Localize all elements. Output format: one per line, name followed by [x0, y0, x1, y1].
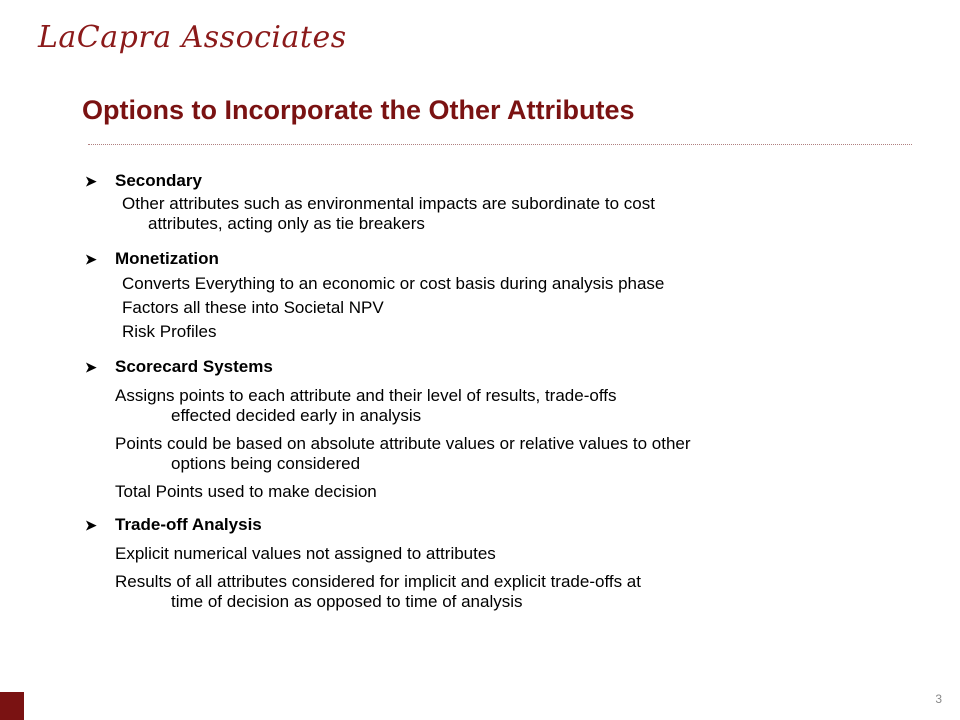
list-item: Converts Everything to an economic or cost basis during analysis phase — [122, 274, 665, 293]
section-heading: Secondary — [115, 171, 202, 190]
list-item: Points could be based on absolute attribute values or relative values to other options being considered — [115, 434, 691, 473]
list-item: Total Points used to make decision — [115, 482, 377, 501]
list-item: Factors all these into Societal NPV — [122, 298, 384, 317]
corner-accent-block — [0, 692, 24, 720]
bullet-list — [85, 170, 865, 620]
arrow-bullet-icon: ➤ — [85, 251, 97, 267]
list-item: Other attributes such as environmental impacts are subordinate to cost attributes, acting only as tie breakers — [122, 194, 655, 233]
section-scorecard-systems — [85, 356, 865, 502]
arrow-bullet-icon: ➤ — [85, 517, 97, 533]
section-heading: Scorecard Systems — [115, 357, 273, 376]
title-divider — [88, 144, 912, 145]
list-item: Risk Profiles — [122, 322, 217, 341]
company-logo: LaCapra Associates — [38, 20, 347, 55]
arrow-bullet-icon: ➤ — [85, 173, 97, 189]
section-secondary — [85, 170, 865, 234]
list-item: Assigns points to each attribute and their level of results, trade-offs effected decided early in analysis — [115, 386, 617, 425]
section-heading: Trade-off Analysis — [115, 515, 262, 534]
slide-title: Options to Incorporate the Other Attributes — [82, 95, 635, 125]
section-monetization — [85, 248, 865, 342]
list-item: Results of all attributes considered for implicit and explicit trade-offs at time of decision as opposed to time of analysis — [115, 572, 641, 611]
arrow-bullet-icon: ➤ — [85, 359, 97, 375]
list-item: Explicit numerical values not assigned to attributes — [115, 544, 496, 563]
section-heading: Monetization — [115, 249, 219, 268]
page-number: 3 — [935, 692, 942, 706]
section-trade-off-analysis — [85, 514, 865, 612]
